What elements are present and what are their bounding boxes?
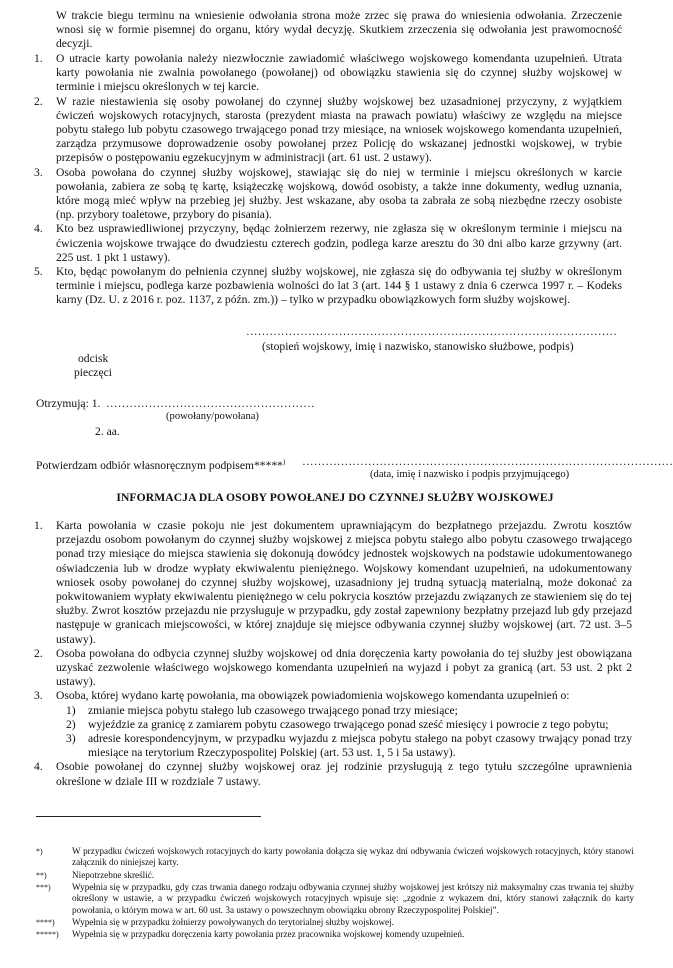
sub-item xyxy=(56,732,632,760)
item-number: 3. xyxy=(34,165,43,179)
sub-item-number: 2) xyxy=(66,717,76,731)
signature-line: …………………………………………………………………………………… xyxy=(246,325,617,338)
footnote-4 xyxy=(36,917,634,929)
footnote-divider xyxy=(36,816,261,817)
footnote-mark: ***) xyxy=(36,883,51,892)
item-number: 1. xyxy=(34,519,43,532)
notification-sublist xyxy=(56,704,632,761)
item-number: 2. xyxy=(34,94,43,108)
receiver-2: 2. aa. xyxy=(95,425,120,438)
list-item xyxy=(34,646,632,690)
footnote-mark: *) xyxy=(36,847,43,856)
info-heading: INFORMACJA DLA OSOBY POWOŁANEJ DO CZYNNEJ SŁUŻBY WOJSKOWEJ xyxy=(116,491,554,504)
obligations-list xyxy=(34,52,622,308)
item-number: 3. xyxy=(34,689,43,703)
list-item xyxy=(34,519,632,647)
sub-item xyxy=(56,718,632,732)
intro-paragraph: W trakcie biegu terminu na wniesienie odwołania strona może zrzec się prawa do wniesienia odwołania. Zrzeczenie wnosi się w formie pisemnej do organu, który wydał decyzję. Skutkiem zrzeczenia się odwołania jest prawomocność decyzji. xyxy=(56,9,622,51)
item-number: 5. xyxy=(34,265,43,279)
item-number: 1. xyxy=(34,52,43,65)
confirm-label: Potwierdzam odbiór własnoręcznym podpisem*****) xyxy=(36,458,286,472)
stamp-label-line1: odcisk xyxy=(78,352,109,365)
info-list xyxy=(34,519,632,789)
footnote-text: Wypełnia się w przypadku żołnierzy powoływanych do terytorialnej służby wojskowej. xyxy=(72,917,394,927)
item-number: 4. xyxy=(34,760,43,774)
footnote-text: Niepotrzebne skreślić. xyxy=(72,870,155,880)
footnote-3 xyxy=(36,882,634,916)
confirm-caption: (data, imię i nazwisko i podpis przyjmującego) xyxy=(370,469,570,480)
item-text: Kto, będąc powołanym do pełnienia czynnej służby wojskowej, nie zgłasza się do odbywania tej służby w określonym terminie i miejscu, podlega karze pozbawienia wolności do lat 3 (art. 144 § 1 ustawy z dnia 6 czerwca 1997 r. – Kodeks karny (Dz. U. z 2016 r. poz. 1137, z późn. zm.)) – tylko w przypadku obowiązkowych form służby wojskowej. xyxy=(56,265,622,307)
item-text: Osobie powołanej do czynnej służby wojskowej oraz jej rodzinie przysługują z tego tytułu szczególne uprawnienia określone w dziale III w rozdziale 7 ustawy. xyxy=(56,760,632,788)
list-item xyxy=(34,165,622,223)
receivers-label: Otrzymują: 1. xyxy=(36,397,101,410)
item-text: W razie niestawienia się osoby powołanej do czynnej służby wojskowej bez uzasadnionej przyczyny, z wyjątkiem ćwiczeń wojskowych rotacyjnych, starosta (prezydent miasta na prawach powiatu) właściwy ze względu na miejsce pobytu stałego lub pobytu czasowego trwającego ponad trzy miesiące, na wniosek wojskowego komendanta uzupełnień, zarządza przymusowe doprowadzenie osoby powołanej przez Policję do wskazanej jednostki wojskowej, w trybie przepisów o postępowaniu egzekucyjnym w administracji (art. 61 ust. 2 ustawy). xyxy=(56,94,622,165)
list-item xyxy=(34,689,632,760)
sub-item-text: adresie korespondencyjnym, w przypadku wyjazdu z miejsca pobytu stałego na pobyt czasowy trwający ponad trzy miesiące na terytorium Rzeczypospolitej Polskiej (art. 53 ust. 1, 5 i 5a ustawy). xyxy=(88,732,632,760)
receiver-1-caption: (powołany/powołana) xyxy=(166,411,259,422)
signature-caption: (stopień wojskowy, imię i nazwisko, stanowisko służbowe, podpis) xyxy=(262,340,574,353)
item-text: Kto bez usprawiedliwionej przyczyny, będąc żołnierzem rezerwy, nie zgłasza się w określonym terminie i miejscu na ćwiczenia wojskowe trwające do dwudziestu czterech godzin, podlega karze aresztu do 30 dni albo karze grzywny (art. 225 ust. 1 pkt 1 ustawy). xyxy=(56,222,622,264)
confirm-line: …………………………………………………………………………………… xyxy=(302,455,673,468)
footnote-text: W przypadku ćwiczeń wojskowych rotacyjnych do karty powołania dołącza się wykaz dni odbywania ćwiczeń wojskowych rotacyjnych, który stanowi załącznik do niniejszej karty. xyxy=(72,846,634,868)
footnote-mark: ****) xyxy=(36,918,55,927)
sub-item xyxy=(56,704,632,718)
footnote-mark: **) xyxy=(36,871,47,880)
list-item xyxy=(34,52,622,95)
footnote-text: Wypełnia się w przypadku doręczenia karty powołania przez pracownika wojskowej komendy uzupełnień. xyxy=(72,929,465,939)
list-item xyxy=(34,760,632,788)
stamp-label-line2: pieczęci xyxy=(74,366,112,379)
footnote-text: Wypełnia się w przypadku, gdy czas trwania danego rodzaju odbywania czynnej służby wojskowej jest krótszy niż maksymalny czas trwania tej służby określony w ustawie, a w przypadku ćwiczeń wojskowych rotacyjnych wpisuje się: „zgodnie z wykazem dni, który stanowi załącznik do karty powołania, o którym mowa w art. 60 ust. 3a ustawy o powszechnym obowiązku obrony Rzeczypospolitej Polskiej”. xyxy=(72,882,634,915)
item-text: Osoba powołana do czynnej służby wojskowej, stawiając się do niej w terminie i miejscu określonych w karcie powołania, zabiera ze sobą tę kartę, książeczkę wojskową, dowód osobisty, a także inne dokumenty, według uznania, które mogą mieć wpływ na przebieg jej służby. Jest wskazane, aby osoba ta zabrała ze sobą niezbędne rzeczy osobiste (np. przybory toaletowe, przybory do pisania). xyxy=(56,165,622,222)
item-number: 2. xyxy=(34,646,43,660)
footnote-5 xyxy=(36,929,634,941)
receiver-1-line: ……………………………………………… xyxy=(106,397,315,410)
sub-item-number: 1) xyxy=(66,703,76,717)
item-text: O utracie karty powołania należy niezwłocznie zawiadomić właściwego wojskowego komendanta uzupełnień. Utrata karty powołania nie zwalnia powołanego (powołanej) od obowiązku stawienia się do czynnej służby wojskowej w terminie i miejscu określonych w tej karcie. xyxy=(56,52,622,94)
sub-item-text: zmianie miejsca pobytu stałego lub czasowego trwającego ponad trzy miesiące; xyxy=(88,703,458,717)
item-number: 4. xyxy=(34,222,43,236)
sub-item-number: 3) xyxy=(66,732,76,746)
item-text: Karta powołania w czasie pokoju nie jest dokumentem uprawniającym do bezpłatnego przejazdu. Zwrotu kosztów przejazdu osobom powołanym do czynnej służby wojskowej z miejsca pobytu stałego albo pobytu czasowego trwającego ponad trzy miesiące do miejsca stawienia się dokonują dowódcy jednostek wojskowych na podstawie udokumentowanego oświadczenia lub w drodze wypłaty ekwiwalentu pieniężnego. Wojskowy komendant uzupełnień, na udokumentowany wniosek osoby powołanej do czynnej służby wojskowej, uzasadniony jej trudną sytuacją materialną, może dokonać za pokwitowaniem wypłaty ekwiwalentu pieniężnego w celu pokrycia kosztów przejazdu związanych ze stawieniem się do tej służby. Zwrot kosztów przejazdu nie przysługuje w przypadku, gdy został zapewniony bezpłatny przejazd lub gdy przejazd następuje w granicach miejscowości, w której znajduje się miejsce odbywania czynnej służby wojskowej (art. 72 ust. 3–5 ustawy). xyxy=(56,519,632,646)
item-text: Osoba, której wydano kartę powołania, ma obowiązek powiadomienia wojskowego komendanta uzupełnień o: xyxy=(56,689,570,703)
list-item xyxy=(34,265,622,308)
sub-item-text: wyjeździe za granicę z zamiarem pobytu czasowego trwającego ponad sześć miesięcy i powrocie z tego pobytu; xyxy=(88,717,609,731)
footnote-1 xyxy=(36,846,634,869)
footnote-2 xyxy=(36,870,634,882)
footnote-mark: *****) xyxy=(36,930,59,939)
list-item xyxy=(34,94,622,166)
list-item xyxy=(34,222,622,265)
item-text: Osoba powołana do odbycia czynnej służby wojskowej od dnia doręczenia karty powołania do tej służby jest obowiązana uzyskać zezwolenie właściwego wojskowego komendanta uzupełnień na wyjazd i pobyt za granicą (art. 53 ust. 2 pkt 2 ustawy). xyxy=(56,646,632,689)
